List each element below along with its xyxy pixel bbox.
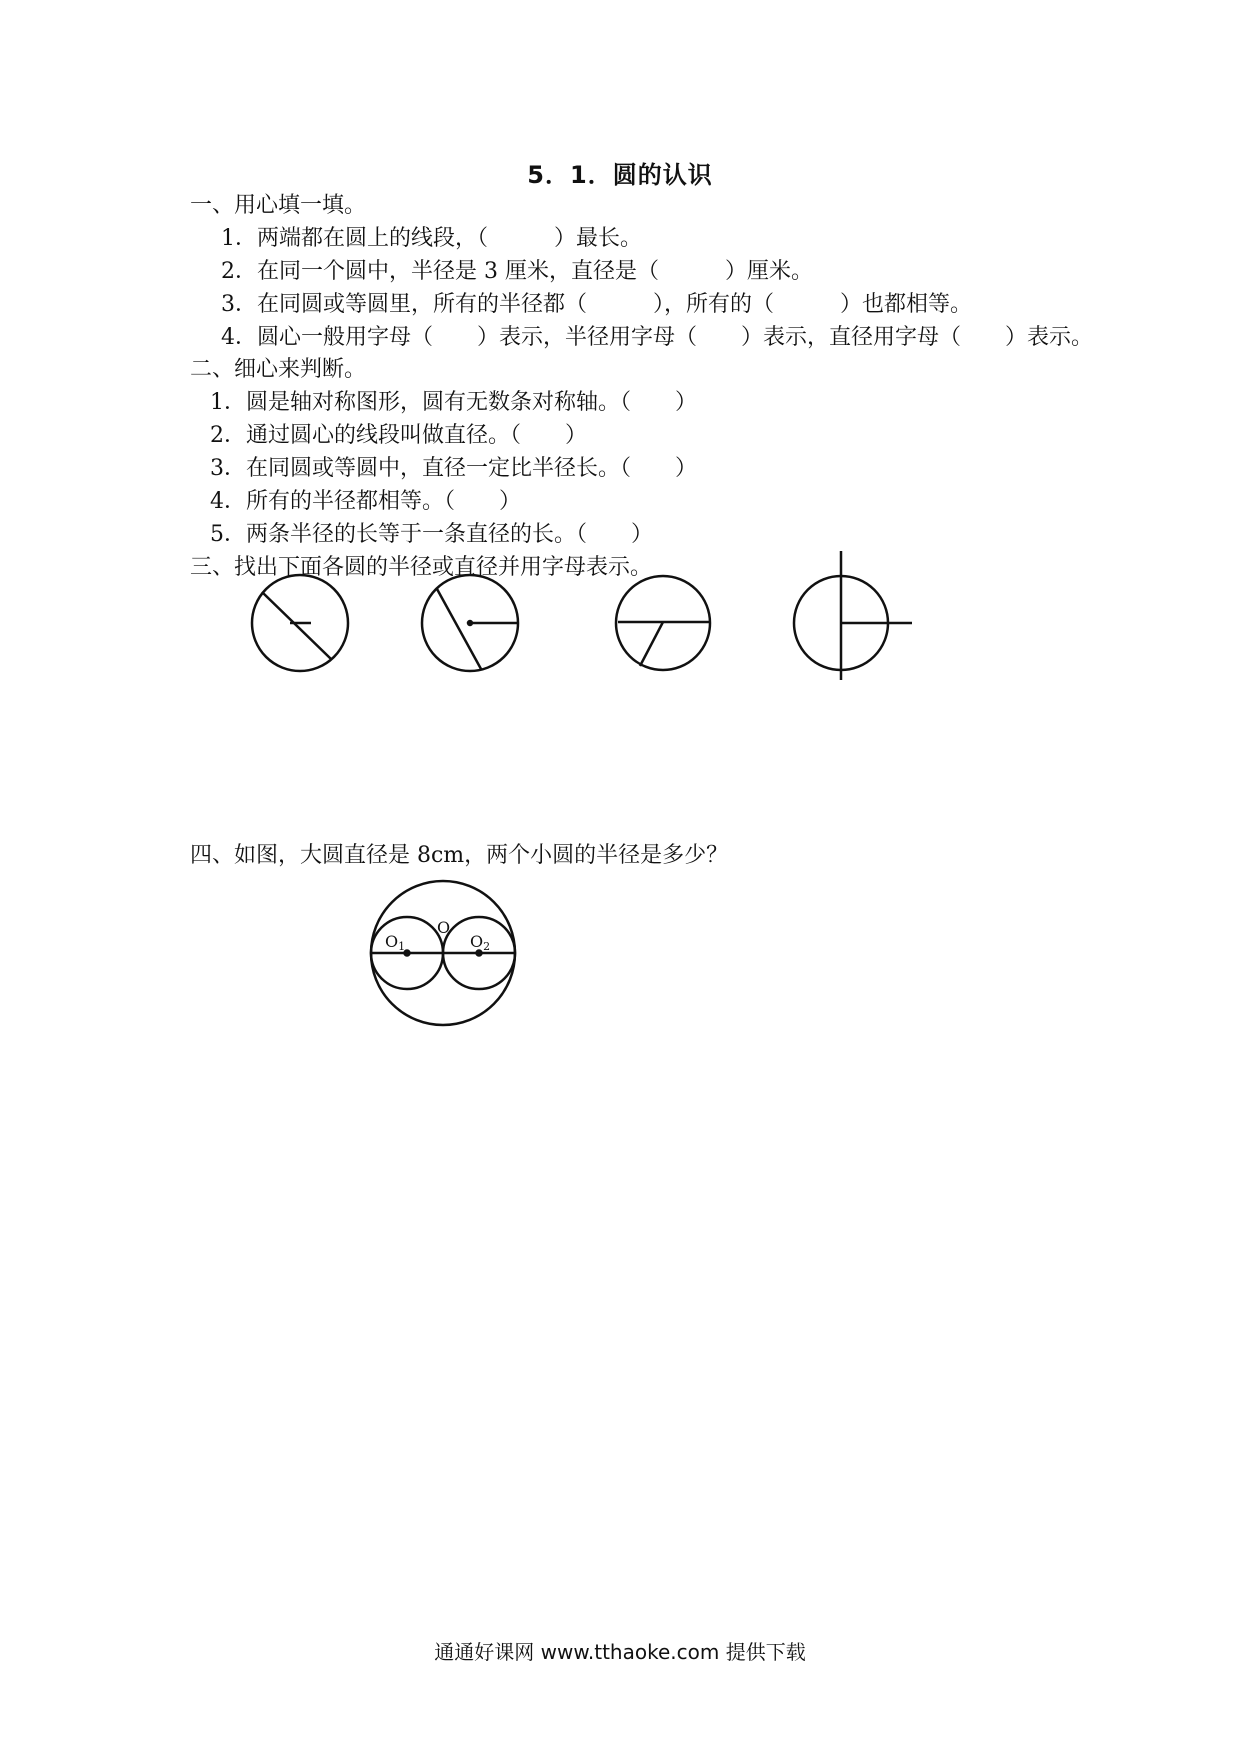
section2-item-2: 2．通过圆心的线段叫做直径。（ ） <box>210 423 587 448</box>
section1-item-2: 2．在同一个圆中，半径是 3 厘米，直径是（ ）厘米。 <box>221 259 813 284</box>
label-o: O <box>437 918 451 937</box>
section1-item-1: 1．两端都在圆上的线段，（ ）最长。 <box>221 226 642 251</box>
nested-circles-figure <box>371 881 515 1025</box>
page-title: 5．1．圆的认识 <box>527 161 713 189</box>
footer: 通通好课网 www.tthaoke.com 提供下载 <box>434 1640 806 1664</box>
label-o1: O1 <box>385 932 406 953</box>
section2-item-3: 3．在同圆或等圆中，直径一定比半径长。（ ） <box>210 456 697 481</box>
section1-heading: 一、用心填一填。 <box>190 193 367 218</box>
section4-heading: 四、如图，大圆直径是 8cm，两个小圆的半径是多少？ <box>190 843 729 868</box>
circle-figure-4 <box>794 551 912 680</box>
section2-heading: 二、细心来判断。 <box>190 357 367 382</box>
section2-item-4: 4．所有的半径都相等。（ ） <box>210 489 521 514</box>
circle-figure-1 <box>252 575 348 671</box>
section2-item-5: 5．两条半径的长等于一条直径的长。（ ） <box>210 522 653 547</box>
section2-item-1: 1．圆是轴对称图形，圆有无数条对称轴。（ ） <box>210 390 697 415</box>
section1-item-4: 4．圆心一般用字母（ ）表示，半径用字母（ ）表示，直径用字母（ ）表示。 <box>221 325 1094 350</box>
label-o2: O2 <box>470 932 491 953</box>
section3-heading: 三、找出下面各圆的半径或直径并用字母表示。 <box>190 555 653 580</box>
section1-item-3: 3．在同圆或等圆里，所有的半径都（ ），所有的（ ）也都相等。 <box>221 292 972 317</box>
circle-figure-3 <box>616 576 710 670</box>
circle-figure-2 <box>422 575 518 671</box>
